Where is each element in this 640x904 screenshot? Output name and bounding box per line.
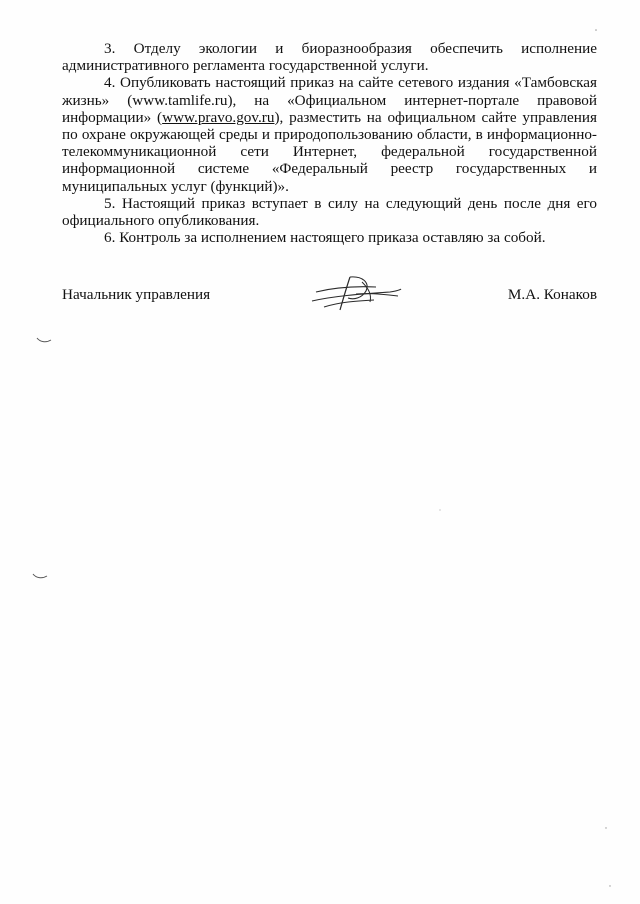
- scan-speck: [604, 826, 608, 830]
- signature-block: [62, 286, 597, 310]
- document-body: [62, 40, 597, 246]
- scan-speck: [438, 508, 442, 512]
- scan-speck: [594, 28, 598, 32]
- punch-mark: [36, 336, 52, 344]
- paragraph-4-text-start: 4. Опубликовать настоящий приказ на сайте сетевого издания «Тамбовская жизнь» (www.tamlife.ru), на «Официальном интернет-портале правовой информации» (: [62, 74, 597, 126]
- paragraph-5: 5. Настоящий приказ вступает в силу на следующий день после дня его официального опубликования.: [62, 194, 597, 230]
- handwritten-signature: [310, 274, 402, 314]
- paragraph-4: [62, 74, 597, 194]
- paragraph-6: 6. Контроль за исполнением настоящего приказа оставляю за собой.: [104, 229, 546, 247]
- pravo-link[interactable]: www.pravo.gov.ru: [162, 108, 275, 126]
- paragraph-4-text-end: ), разместить на официальном сайте управления по охране окружающей среды и природопользованию области, в информационно-телекоммуникационной сети Интернет, федеральной государственной информационной системе «Федеральный реестр государственных и муниципальных услуг (функций)».: [62, 108, 597, 195]
- signer-title: Начальник управления: [62, 286, 211, 303]
- punch-mark: [32, 572, 48, 580]
- paragraph-3: 3. Отделу экологии и биоразнообразия обеспечить исполнение административного регламента государственной услуги.: [62, 40, 597, 75]
- scan-speck: [608, 884, 612, 888]
- signer-name: М.А. Конаков: [507, 286, 597, 303]
